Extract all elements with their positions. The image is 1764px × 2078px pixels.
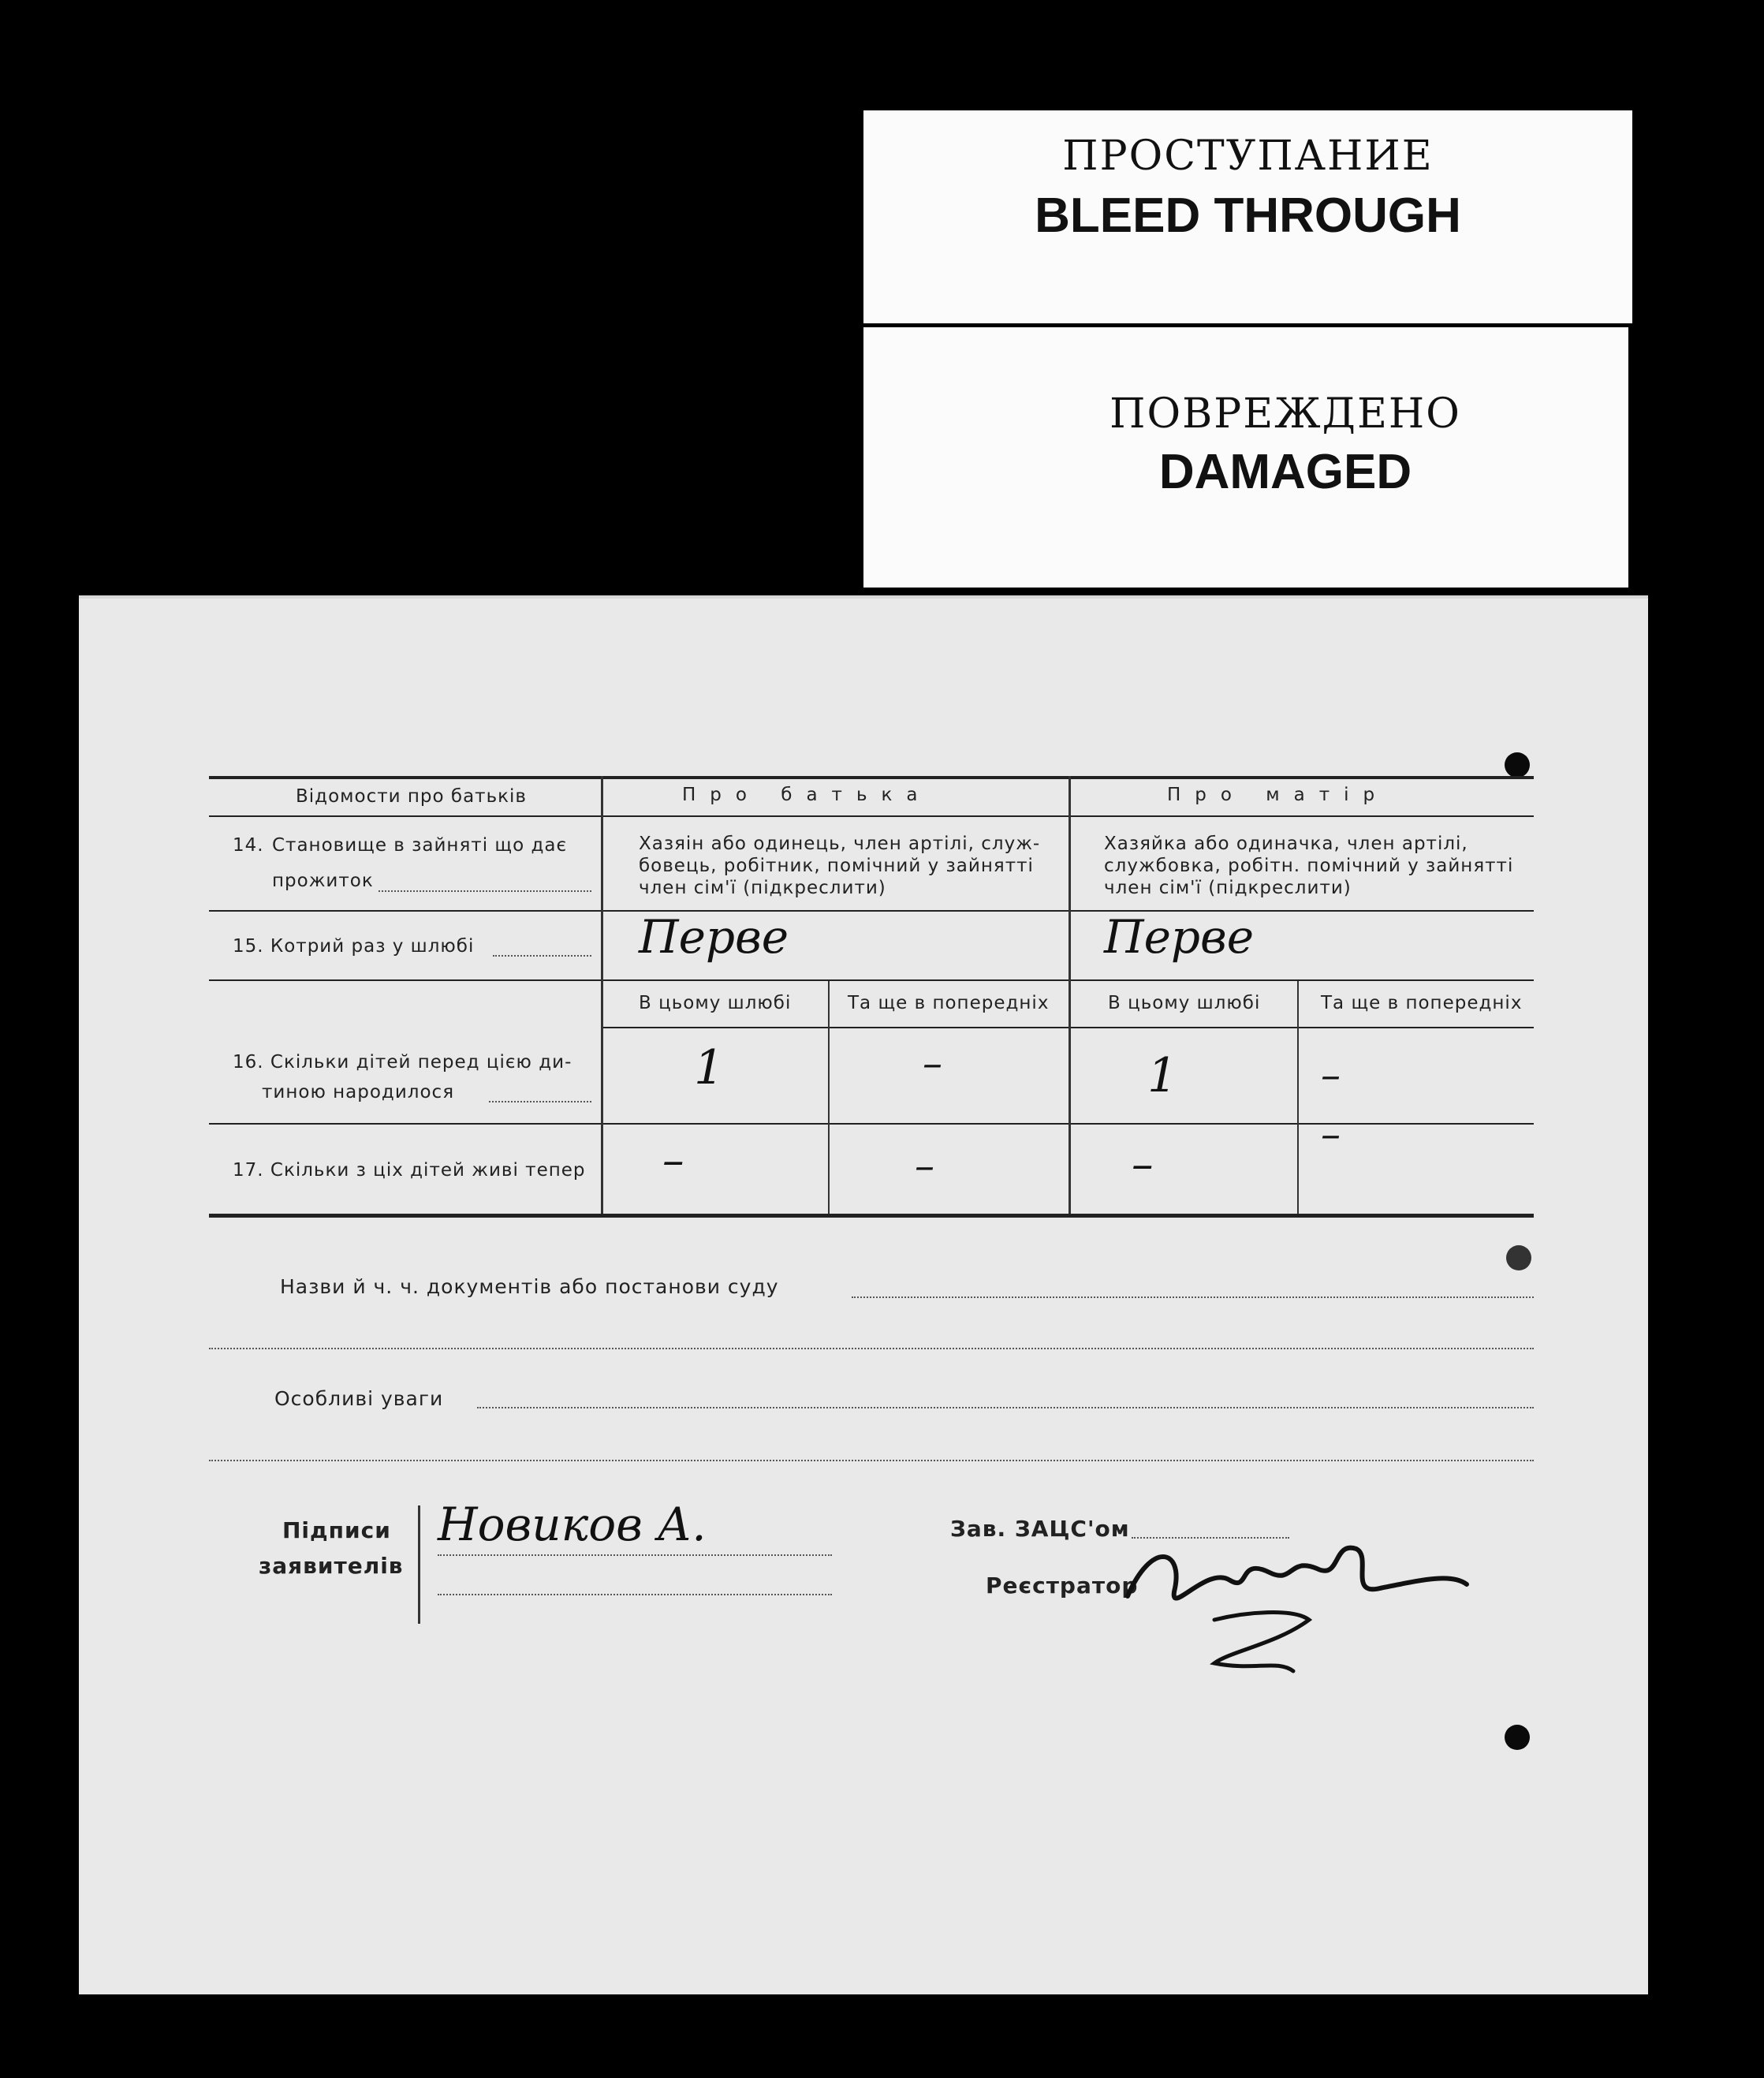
damaged-notice — [863, 327, 1628, 588]
row14-father-line-1: Хазяін або одинець, член артілі, служ- — [639, 834, 1041, 854]
row14-number: 14. — [233, 835, 264, 856]
row17-label: 17. Скільки з ціх дітей живі тепер — [233, 1160, 586, 1181]
row15-mother-handwritten: Перве — [1104, 910, 1255, 964]
head-of-registry-label: Зав. ЗАЦС'ом — [950, 1516, 1130, 1542]
subheader-father-previous: Та ще в попередніх — [848, 993, 1050, 1013]
row16-label-2: тиною народилося — [262, 1082, 455, 1102]
row17-value-mother-previous: – — [1321, 1111, 1341, 1157]
subheader-mother-previous: Та ще в попередніх — [1321, 993, 1523, 1013]
row16-value-father-previous: – — [923, 1040, 942, 1086]
row16-value-mother-this: 1 — [1147, 1048, 1178, 1103]
registrar-signature — [1120, 1525, 1498, 1699]
document-page — [79, 595, 1648, 1994]
damaged-en: DAMAGED — [1158, 445, 1412, 499]
row14-label-1: Становище в зайняті що дає — [272, 835, 568, 856]
row14-mother-line-1: Хазяйка або одиначка, член артілі, — [1104, 834, 1468, 854]
remarks-label: Особливі уваги — [274, 1387, 444, 1410]
row15-father-handwritten: Перве — [639, 910, 789, 964]
signatures-label-2: заявителів — [259, 1553, 404, 1579]
header-parents-info: Відомости про батьків — [296, 786, 527, 807]
header-mother: Про матір — [1167, 785, 1389, 805]
punch-hole — [1505, 1725, 1530, 1750]
signatures-label-1: Підписи — [282, 1517, 391, 1543]
damaged-ru: ПОВРЕЖДЕНО — [1109, 390, 1461, 438]
row17-value-father-this: – — [662, 1135, 684, 1185]
row14-father-line-3: член сім'ї (підкреслити) — [639, 878, 886, 898]
row15-label: 15. Котрий раз у шлюбі — [233, 936, 475, 957]
applicant-signature: Новиков А. — [438, 1498, 707, 1551]
row16-label-1: 16. Скільки дітей перед цією ди- — [233, 1052, 572, 1073]
row14-label-2: прожиток — [272, 871, 374, 891]
documents-label: Назви й ч. ч. документів або постанови суду — [280, 1275, 779, 1298]
row17-value-father-previous: – — [915, 1143, 934, 1188]
signature-brace — [418, 1505, 420, 1624]
row16-value-father-this: 1 — [694, 1040, 725, 1095]
header-father: Про батька — [682, 785, 932, 805]
bleed-through-ru: ПРОСТУПАНИЕ — [1062, 132, 1434, 180]
row17-value-mother-this: – — [1132, 1139, 1154, 1189]
row14-father-line-2: бовець, робітник, помічний у зайнятті — [639, 856, 1034, 876]
subheader-father-this: В цьому шлюбі — [639, 993, 792, 1013]
row14-mother-line-2: службовка, робітн. помічний у зайнятті — [1104, 856, 1514, 876]
subheader-mother-this: В цьому шлюбі — [1108, 993, 1261, 1013]
bleed-through-en: BLEED THROUGH — [1035, 188, 1461, 243]
registrar-label: Реєстратор — [986, 1572, 1139, 1599]
punch-hole — [1505, 752, 1530, 778]
row14-mother-line-3: член сім'ї (підкреслити) — [1104, 878, 1352, 898]
row16-value-mother-previous: – — [1321, 1052, 1341, 1098]
punch-hole — [1506, 1245, 1531, 1270]
bleed-through-notice — [863, 110, 1632, 323]
